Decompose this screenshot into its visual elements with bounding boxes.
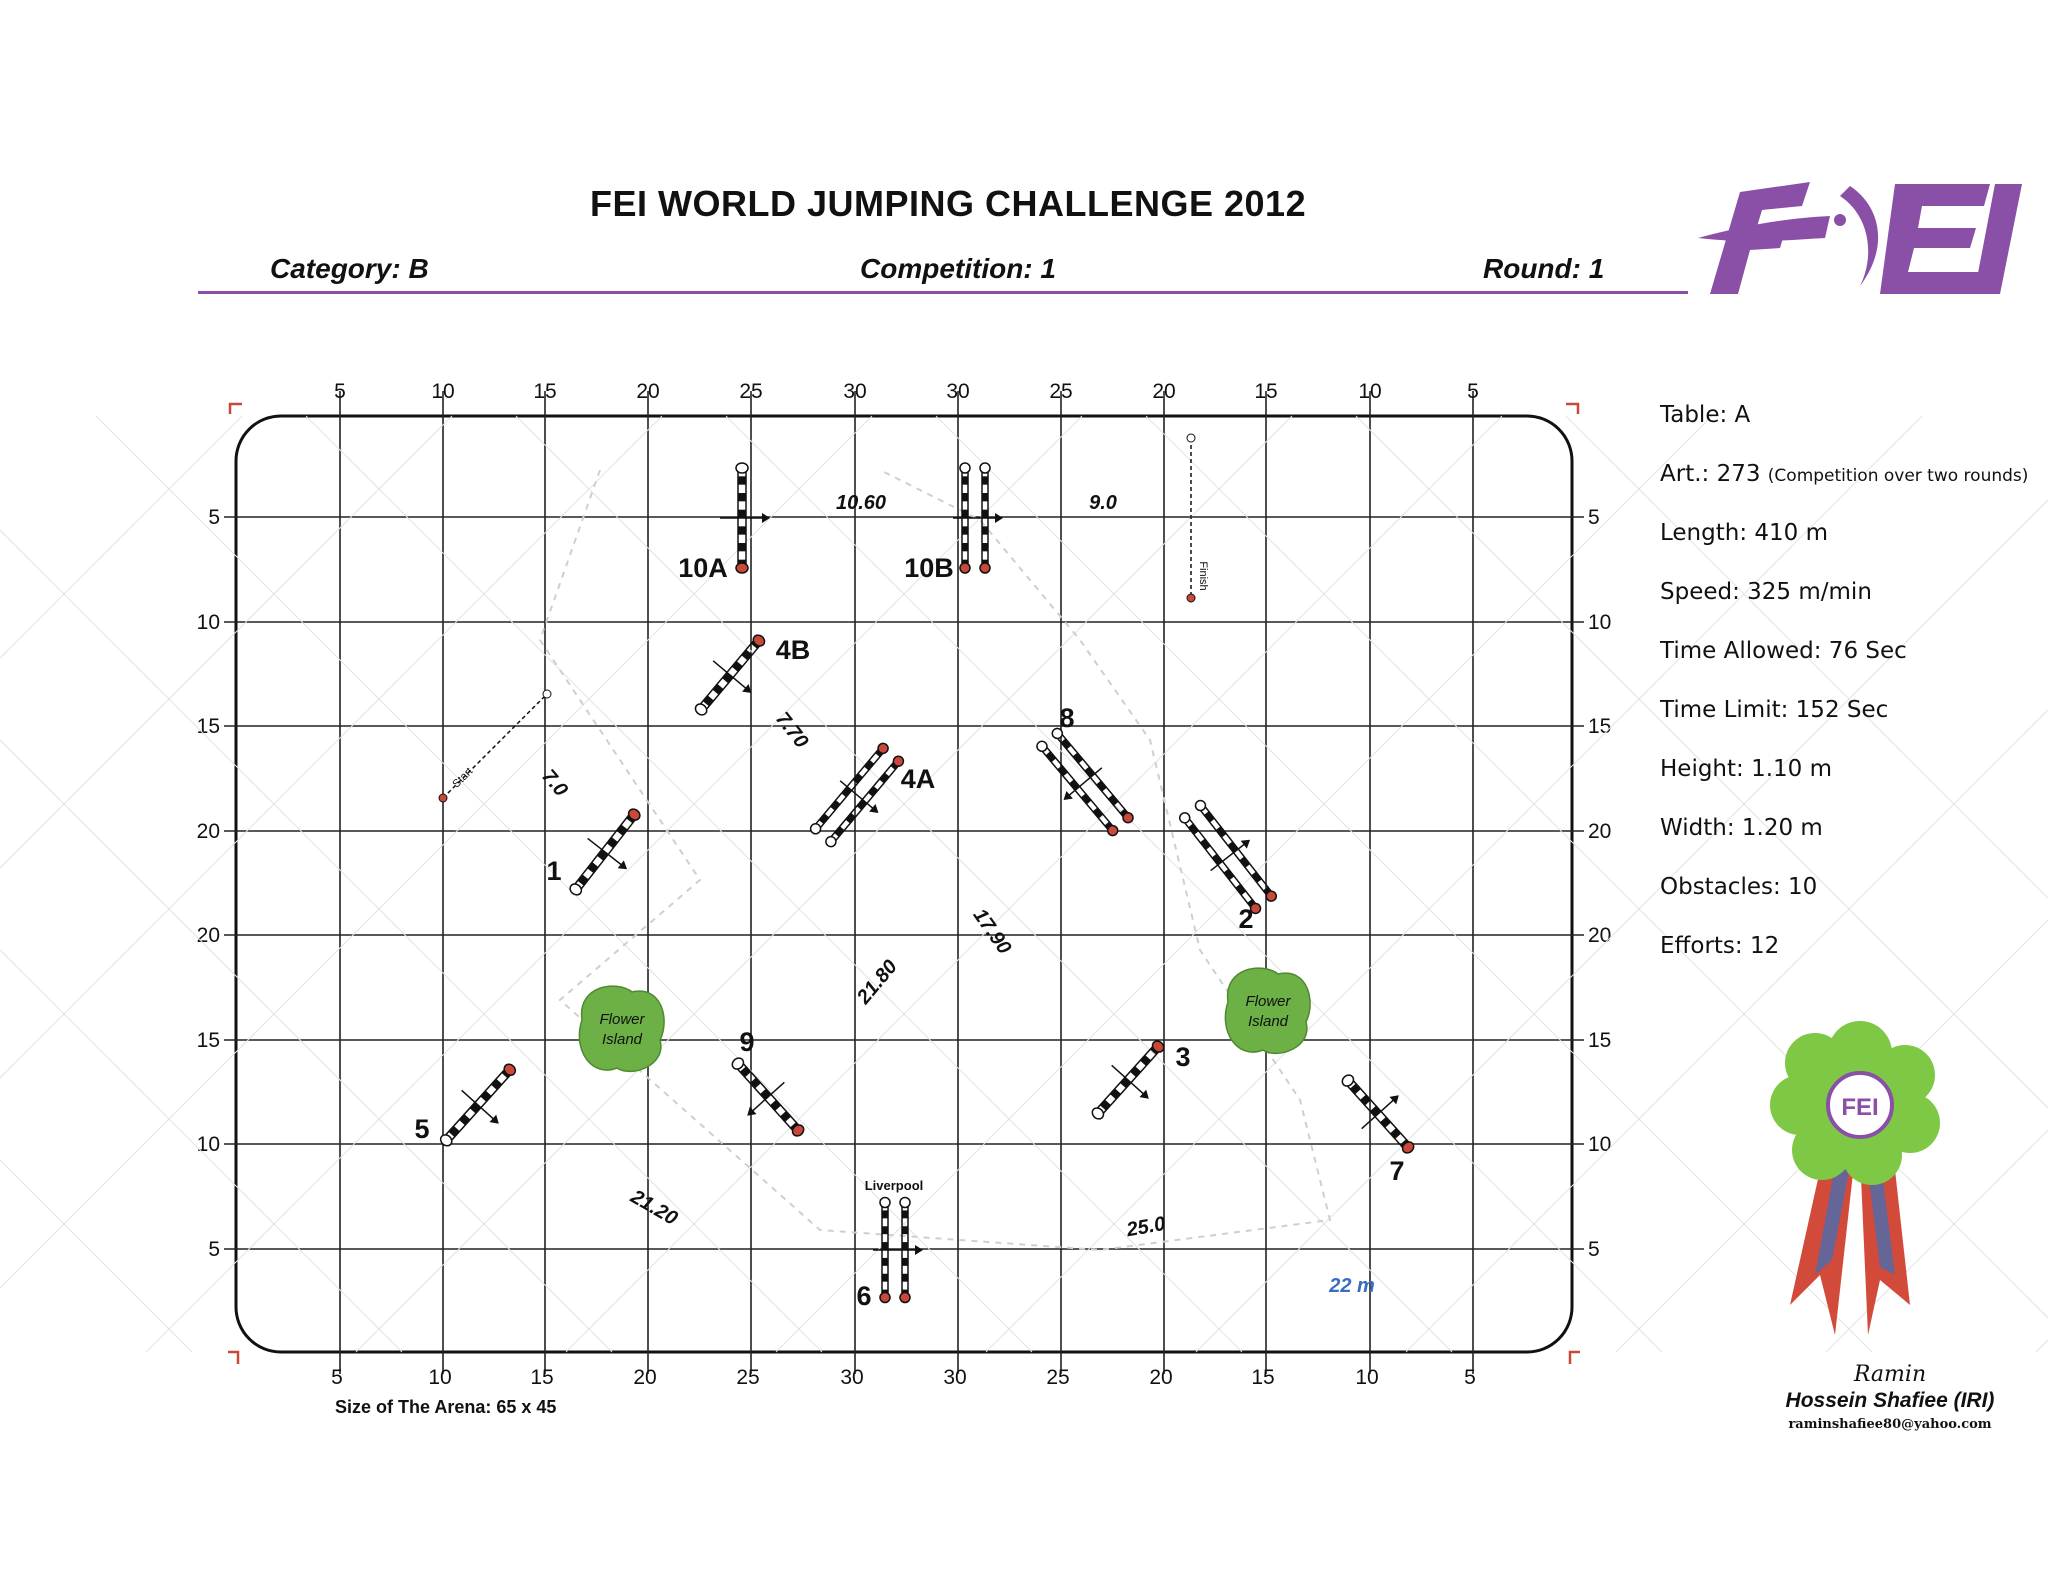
pole-stripe	[857, 799, 867, 810]
start-label: Start	[450, 765, 476, 791]
left-tick-label: 15	[196, 1029, 220, 1052]
hatch-line	[0, 416, 452, 1352]
obstacle-4a	[803, 737, 915, 857]
wing	[568, 882, 584, 897]
flower-island-right	[1225, 968, 1310, 1053]
wing	[880, 1198, 890, 1208]
flower-island-label: Flower	[1245, 993, 1291, 1010]
arrow-head	[915, 1245, 923, 1255]
obstacle-2	[1172, 791, 1288, 920]
rosette-icon	[1760, 1005, 1960, 1345]
top-tick-label: 10	[431, 380, 455, 403]
start-flag-red	[439, 794, 447, 802]
pole-stripe	[982, 526, 988, 534]
pole-stripe	[1140, 1055, 1151, 1066]
wing	[736, 563, 748, 573]
wing	[880, 1293, 890, 1303]
pole-stripe	[780, 1111, 791, 1122]
wing	[1193, 799, 1207, 813]
pole-stripe	[587, 862, 598, 873]
arrow-head	[995, 513, 1003, 523]
pole-stripe	[845, 813, 855, 824]
bottom-tick-label: 15	[1251, 1366, 1275, 1389]
pole-stripe	[459, 1114, 470, 1125]
top-tick-label: 5	[334, 380, 346, 403]
wing	[900, 1198, 910, 1208]
top-tick-label: 25	[739, 380, 763, 403]
distance-label: 7.70	[771, 708, 813, 753]
wing	[900, 1293, 910, 1303]
bottom-tick-label: 25	[736, 1366, 760, 1389]
bottom-tick-label: 20	[633, 1366, 657, 1389]
pole-stripe	[1096, 781, 1106, 792]
obstacle-number: 4A	[900, 764, 936, 794]
obstacle-number: 5	[414, 1114, 430, 1144]
top-tick-label: 15	[533, 380, 557, 403]
obstacle-8	[1025, 722, 1140, 846]
pole-stripe	[480, 1091, 491, 1102]
course-info-panel	[1660, 402, 2028, 992]
hatch-line	[726, 416, 1662, 1352]
pole-stripe	[1057, 765, 1067, 776]
pole-stripe	[449, 1126, 460, 1137]
pole-stripe	[902, 1242, 908, 1250]
pole-stripe	[853, 773, 863, 784]
top-tick-label: 20	[636, 380, 660, 403]
pole-stripe	[1100, 1100, 1111, 1111]
left-tick-label: 5	[208, 506, 220, 529]
pole-stripe	[1061, 739, 1071, 750]
wing	[960, 563, 970, 573]
hatch-line	[0, 416, 872, 1352]
obstacle-3	[1078, 1028, 1182, 1136]
bottom-tick-label: 5	[1464, 1366, 1476, 1389]
obstacle-number: 8	[1059, 703, 1075, 733]
pole-stripe	[834, 826, 844, 837]
pole-stripe	[1204, 811, 1215, 822]
flower-island-label: Island	[601, 1031, 643, 1048]
distance-label: 22 m	[1329, 1275, 1375, 1297]
hatch-line	[0, 416, 242, 1352]
pole-stripe	[738, 476, 746, 484]
pole-stripe	[1110, 1088, 1121, 1099]
bottom-tick-label: 15	[530, 1366, 554, 1389]
obstacle-number: 4B	[775, 635, 811, 665]
efforts-line: Efforts: 12	[1660, 933, 1780, 959]
distance-label: 10.60	[835, 492, 887, 514]
pole-stripe	[1120, 1077, 1131, 1088]
pole-stripe	[1046, 751, 1056, 762]
obstacle-number: 7	[1389, 1156, 1405, 1186]
pole-stripe	[770, 1100, 781, 1111]
pole-stripe	[1370, 1106, 1381, 1117]
art-note: (Competition over two rounds)	[1767, 466, 2029, 486]
obstacle-number: 3	[1175, 1042, 1191, 1072]
pole-stripe	[819, 813, 829, 824]
pole-stripe	[882, 1242, 888, 1250]
pole-stripe	[882, 1274, 888, 1282]
speed-line: Speed: 325 m/min	[1660, 579, 1872, 605]
pole-stripe	[470, 1102, 481, 1113]
flower-island-label: Island	[1247, 1013, 1289, 1030]
pole-stripe	[703, 695, 714, 706]
pole-stripe	[760, 1089, 771, 1100]
finish-label: Finish	[1197, 561, 1209, 591]
table-line: Table: A	[1660, 402, 1751, 428]
bottom-tick-label: 5	[331, 1366, 343, 1389]
right-tick-label: 20	[1588, 820, 1612, 843]
pole-stripe	[1251, 872, 1262, 883]
pole-stripe	[1188, 824, 1199, 835]
pole-stripe	[1081, 794, 1091, 805]
pole-stripe	[607, 837, 618, 848]
pole-stripe	[1073, 753, 1083, 764]
pole-stripe	[902, 1258, 908, 1266]
height-line: Height: 1.10 m	[1660, 756, 1833, 782]
pole-stripe	[841, 787, 851, 798]
obstacle-number: 6	[856, 1281, 872, 1311]
arrow-head	[1241, 836, 1253, 849]
distance-label: 7.0	[537, 765, 572, 801]
pole-stripe	[879, 773, 889, 784]
arrow-head	[618, 860, 630, 873]
pole-stripe	[830, 800, 840, 811]
pole-stripe	[722, 672, 733, 683]
pole-stripe	[732, 661, 743, 672]
bottom-tick-label: 25	[1046, 1366, 1070, 1389]
pole-stripe	[616, 825, 627, 836]
right-tick-label: 15	[1588, 715, 1612, 738]
pole-stripe	[902, 1274, 908, 1282]
wing	[1178, 811, 1192, 825]
top-tick-label: 25	[1049, 380, 1073, 403]
pole-stripe	[1350, 1083, 1361, 1094]
pole-stripe	[1216, 826, 1227, 837]
competition-label: Competition: 1	[860, 253, 1056, 284]
designer-signature: Ramin	[1853, 1362, 1927, 1387]
designer-block	[1740, 1362, 2040, 1432]
finish-flag-white	[1187, 434, 1195, 442]
pole-stripe	[597, 850, 608, 861]
right-tick-label: 10	[1588, 611, 1612, 634]
pole-stripe	[962, 493, 968, 501]
left-tick-label: 10	[196, 611, 220, 634]
flower-island-label: Flower	[599, 1011, 645, 1028]
pole-stripe	[962, 543, 968, 551]
pole-stripe	[712, 684, 723, 695]
wing	[751, 633, 767, 648]
pole-stripe	[1130, 1066, 1141, 1077]
bottom-tick-label: 10	[428, 1366, 452, 1389]
wing	[809, 822, 823, 836]
wing	[960, 463, 970, 473]
liverpool-label: Liverpool	[864, 1178, 924, 1193]
pole-stripe	[1108, 795, 1118, 806]
obstacle-4b	[681, 623, 784, 732]
left-tick-label: 20	[196, 924, 220, 947]
distance-label: 21.80	[852, 955, 902, 1009]
obstacle-9	[714, 1045, 818, 1153]
obstacle-number: 1	[546, 856, 562, 886]
pole-stripe	[982, 493, 988, 501]
top-tick-label: 5	[1467, 380, 1479, 403]
obstacle-10b	[953, 463, 1003, 573]
pole-stripe	[882, 1226, 888, 1234]
pole-stripe	[864, 760, 874, 771]
arena-size-note: Size of The Arena: 65 x 45	[335, 1397, 557, 1417]
flower-island-left	[579, 986, 664, 1071]
hatch-line	[0, 416, 662, 1352]
category-label: Category: B	[270, 253, 429, 284]
time-allowed-line: Time Allowed: 76 Sec	[1660, 638, 1907, 664]
pole-stripe	[962, 510, 968, 518]
art-line	[1660, 461, 2028, 520]
pole-stripe	[982, 510, 988, 518]
pole-stripe	[577, 874, 588, 885]
finish-flag-red	[1187, 594, 1195, 602]
pole-stripe	[902, 1210, 908, 1218]
pole-stripe	[882, 1210, 888, 1218]
designer-name: Hossein Shafiee (IRI)	[1785, 1389, 1995, 1412]
hatch-line	[0, 416, 402, 1352]
pole-stripe	[1239, 857, 1250, 868]
corner-mark	[1570, 1352, 1580, 1364]
pole-stripe	[962, 526, 968, 534]
bottom-tick-label: 30	[840, 1366, 864, 1389]
hatch-line	[306, 416, 1242, 1352]
pole-stripe	[1200, 839, 1211, 850]
distance-label: 9.0	[1089, 492, 1117, 514]
pole-stripe	[902, 1226, 908, 1234]
right-tick-label: 5	[1588, 1238, 1600, 1261]
left-tick-label: 5	[208, 1238, 220, 1261]
top-tick-label: 10	[1358, 380, 1382, 403]
pole-stripe	[982, 543, 988, 551]
wing	[1035, 739, 1049, 753]
pole-stripe	[738, 510, 746, 518]
hatch-line	[356, 416, 1292, 1352]
top-tick-label: 30	[946, 380, 970, 403]
hatch-line	[0, 416, 612, 1352]
pole-stripe	[740, 1066, 751, 1077]
wing	[1400, 1140, 1416, 1155]
corner-mark	[228, 1352, 238, 1364]
distance-label: 21.20	[626, 1185, 682, 1230]
right-tick-label: 20	[1588, 924, 1612, 947]
obstacle-number: 2	[1238, 904, 1254, 934]
art-label: Art.: 273	[1660, 461, 1761, 487]
hatch-line	[2036, 416, 2048, 1352]
right-tick-label: 5	[1588, 506, 1600, 529]
right-tick-label: 15	[1588, 1029, 1612, 1052]
corner-mark	[230, 404, 242, 414]
bottom-tick-label: 30	[943, 1366, 967, 1389]
obstacle-number: 10A	[678, 553, 728, 583]
left-tick-label: 15	[196, 715, 220, 738]
pole-stripe	[1380, 1117, 1391, 1128]
width-line: Width: 1.20 m	[1660, 815, 1823, 841]
top-tick-label: 15	[1254, 380, 1278, 403]
pole-stripe	[491, 1079, 502, 1090]
top-tick-label: 20	[1152, 380, 1176, 403]
course-track	[540, 470, 1330, 1250]
length-line: Length: 410 m	[1660, 520, 1829, 546]
course-title: FEI WORLD JUMPING CHALLENGE 2012	[590, 183, 1307, 224]
hatch-line	[0, 416, 192, 1352]
top-tick-label: 30	[843, 380, 867, 403]
wing	[980, 563, 990, 573]
pole-stripe	[868, 786, 878, 797]
start-flag-white	[543, 690, 551, 698]
pole-stripe	[1224, 869, 1235, 880]
bottom-tick-label: 20	[1149, 1366, 1173, 1389]
obstacle-7	[1328, 1058, 1432, 1166]
corner-mark	[1566, 404, 1578, 414]
obstacle-6	[873, 1198, 923, 1303]
left-tick-label: 20	[196, 820, 220, 843]
bottom-tick-label: 10	[1355, 1366, 1379, 1389]
obstacle-number: 10B	[904, 553, 954, 583]
left-tick-label: 10	[196, 1133, 220, 1156]
obstacle-number: 9	[739, 1027, 755, 1057]
wing	[736, 463, 748, 473]
obstacles-line: Obstacles: 10	[1660, 874, 1818, 900]
distance-label: 17.90	[968, 904, 1016, 959]
pole-stripe	[738, 543, 746, 551]
pole-stripe	[738, 493, 746, 501]
right-tick-label: 10	[1588, 1133, 1612, 1156]
pole-stripe	[738, 526, 746, 534]
wing	[980, 463, 990, 473]
pole-stripe	[982, 476, 988, 484]
pole-stripe	[1235, 884, 1246, 895]
time-limit-line: Time Limit: 152 Sec	[1660, 697, 1889, 723]
pole-stripe	[882, 1258, 888, 1266]
distance-label: 25.0	[1124, 1212, 1168, 1242]
round-label: Round: 1	[1483, 253, 1605, 284]
wing	[824, 835, 838, 849]
pole-stripe	[962, 476, 968, 484]
designer-email: raminshafiee80@yahoo.com	[1788, 1417, 1992, 1432]
pole-stripe	[1390, 1128, 1401, 1139]
rosette-logo-text: FEI	[1841, 1094, 1879, 1121]
wing	[438, 1133, 454, 1148]
